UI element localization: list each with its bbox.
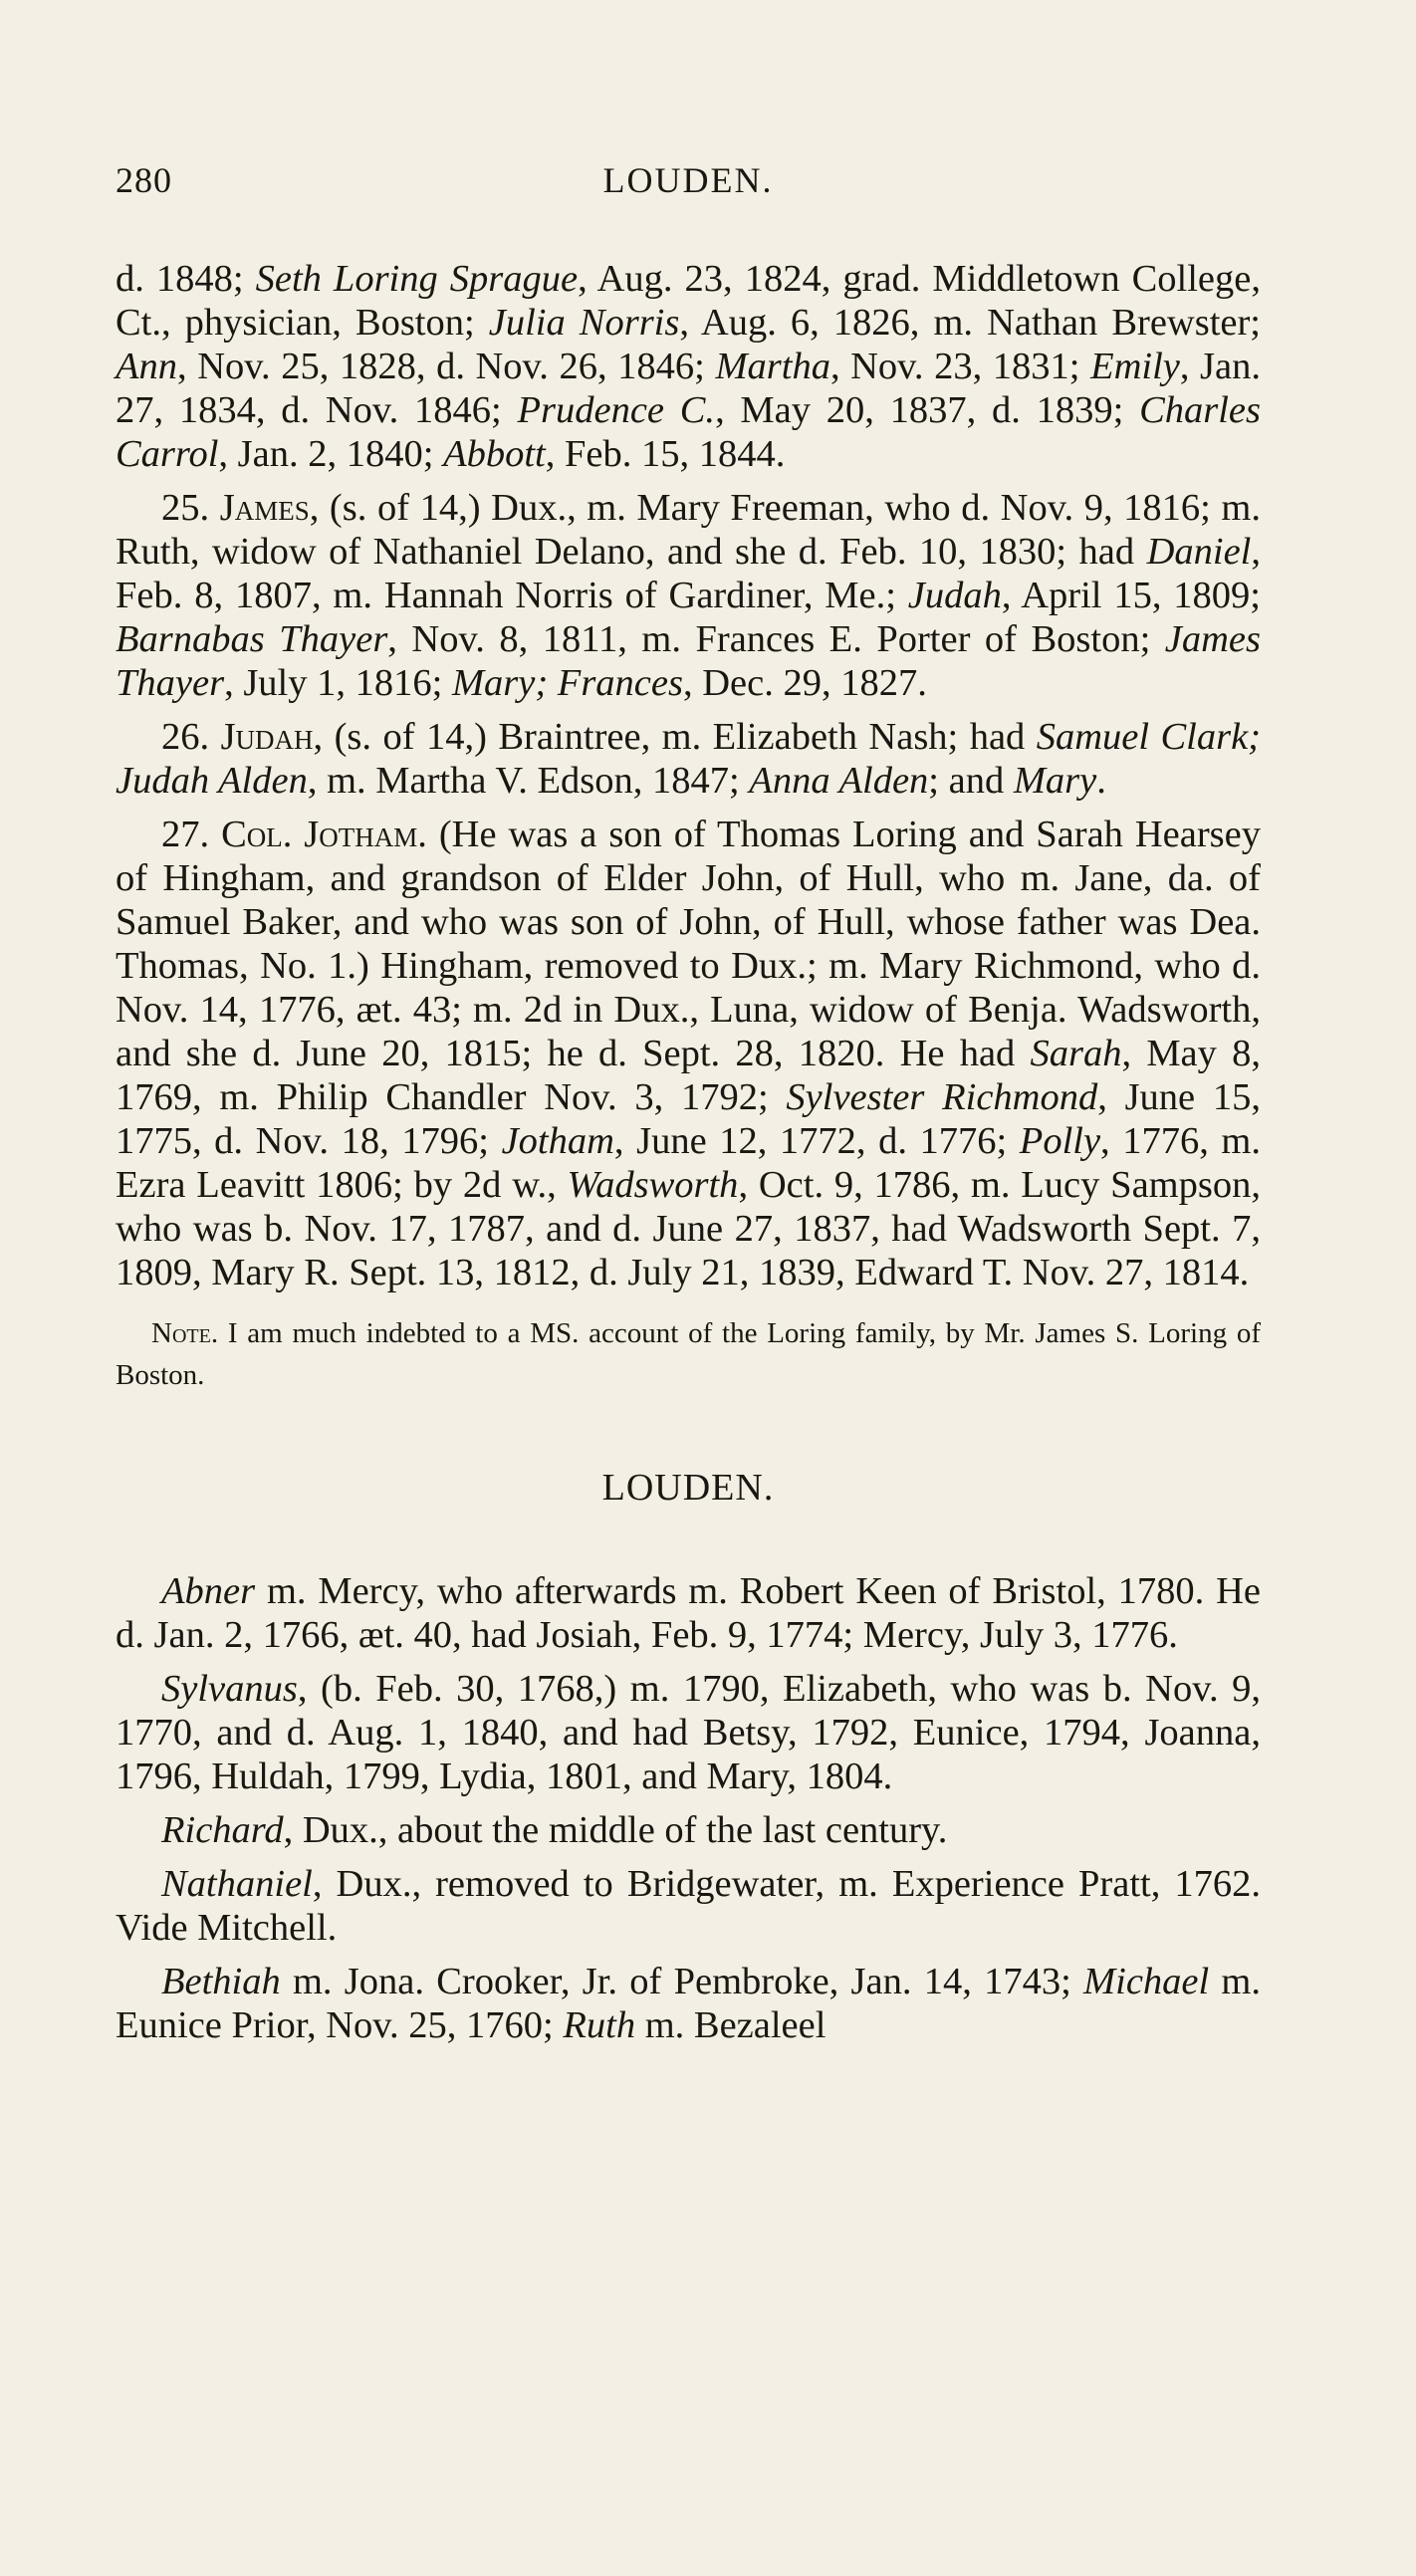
- text-run: , Dec. 29, 1827.: [682, 662, 927, 704]
- text-run: , April 15, 1809;: [1001, 575, 1261, 616]
- italic-name: Judah: [907, 575, 1002, 616]
- italic-name: Sylvester Richmond: [786, 1076, 1098, 1118]
- section-title: LOUDEN.: [601, 1467, 775, 1509]
- text-run: , Nov. 8, 1811, m. Frances E. Porter of Boston;: [387, 618, 1165, 660]
- italic-name: Barnabas Thayer: [116, 618, 388, 660]
- page-body: [116, 257, 1261, 2047]
- text-run: , June 15, 1775, d. Nov. 18, 1796;: [116, 1076, 1261, 1162]
- text-run: , Feb. 8, 1807, m. Hannah Norris of Gardiner, Me.;: [116, 531, 1261, 616]
- italic-name: Jotham: [501, 1120, 614, 1162]
- italic-name: Ann: [116, 346, 178, 387]
- italic-name: Martha: [715, 346, 830, 387]
- italic-name: Samuel Clark; Judah Alden: [116, 716, 1262, 802]
- small-caps-name: James: [219, 487, 310, 529]
- text-run: . (He was a son of Thomas Loring and Sarah Hearsey of Hingham, and grandson of Elder John, of Hull, who m. Jane, da. of Samuel Baker, and who was son of John, of Hull, whose father was Dea. Thomas, No. 1.) Hingham, removed to Dux.; m. Mary Richmond, who d. Nov. 14, 1776, æt. 43; m. 2d in Dux., Luna, widow of Benja. Wadsworth, and she d. June 20, 1815; he d. Sept. 28, 1820. He had: [116, 814, 1261, 1074]
- running-title: LOUDEN.: [602, 160, 774, 200]
- italic-name: Bethiah: [161, 1961, 281, 2002]
- text-run: , (s. of 14,) Braintree, m. Elizabeth Nash; had: [313, 716, 1037, 758]
- text-run: , July 1, 1816;: [224, 662, 452, 704]
- small-caps-name: Judah: [220, 716, 314, 758]
- italic-name: Anna Alden: [749, 760, 929, 802]
- text-run: , Jan. 2, 1840;: [218, 433, 444, 475]
- italic-name: Abbott: [443, 433, 546, 475]
- text-run: m. Mercy, who afterwards m. Robert Keen of Bristol, 1780. He d. Jan. 2, 1766, æt. 40, had Josiah, Feb. 9, 1774; Mercy, July 3, 1776.: [116, 1570, 1261, 1656]
- book-page: [116, 159, 1261, 2057]
- italic-name: Polly: [1019, 1120, 1101, 1162]
- text-run: . I am much indebted to a MS. account of the Loring family, by Mr. James S. Loring of Boston.: [116, 1317, 1261, 1391]
- small-caps-name: Note: [151, 1317, 211, 1349]
- italic-name: Charles Carrol: [116, 389, 1261, 475]
- text-run: , Aug. 6, 1826, m. Nathan Brewster;: [679, 302, 1261, 344]
- paragraph-nathaniel: [116, 1862, 1261, 1950]
- footnote: [116, 1312, 1261, 1396]
- text-run: , (s. of 14,) Dux., m. Mary Freeman, who d. Nov. 9, 1816; m. Ruth, widow of Nathaniel Delano, and she d. Feb. 10, 1830; had: [116, 487, 1262, 573]
- text-run: , Dux., removed to Bridgewater, m. Experience Pratt, 1762. Vide Mitchell.: [116, 1863, 1261, 1949]
- italic-name: Michael: [1083, 1961, 1210, 2002]
- italic-name: Richard: [161, 1809, 284, 1851]
- text-run: , Nov. 25, 1828, d. Nov. 26, 1846;: [177, 346, 716, 387]
- paragraph-entry-27: [116, 813, 1261, 1294]
- italic-name: Daniel: [1146, 531, 1252, 573]
- text-run: , Oct. 9, 1786, m. Lucy Sampson, who was b. Nov. 17, 1787, and d. June 27, 1837, had Wadsworth Sept. 7, 1809, Mary R. Sept. 13, 1812, d. July 21, 1839, Edward T. Nov. 27, 1814.: [116, 1164, 1261, 1293]
- text-run: , May 20, 1837, d. 1839;: [715, 389, 1140, 431]
- paragraph-entry-25: [116, 486, 1261, 705]
- paragraph-abner: [116, 1569, 1261, 1657]
- paragraph-sylvanus: [116, 1667, 1261, 1798]
- text-run: ; and: [928, 760, 1014, 802]
- italic-name: Seth Loring Sprague: [255, 258, 579, 300]
- text-run: , m. Martha V. Edson, 1847;: [307, 760, 750, 802]
- text-run: , Jan. 27, 1834, d. Nov. 1846;: [116, 346, 1262, 431]
- running-head: [116, 159, 1261, 219]
- italic-name: Sylvanus: [161, 1668, 298, 1710]
- text-run: , Nov. 23, 1831;: [829, 346, 1091, 387]
- italic-name: Wadsworth: [567, 1164, 739, 1206]
- italic-name: Mary: [1013, 760, 1097, 802]
- italic-name: Abner: [161, 1570, 256, 1612]
- text-run: , Feb. 15, 1844.: [545, 433, 786, 475]
- text-run: d. 1848;: [116, 258, 256, 300]
- italic-name: Julia Norris: [488, 302, 680, 344]
- text-run: , May 8, 1769, m. Philip Chandler Nov. 3, 1792;: [116, 1033, 1261, 1118]
- paragraph-bethiah: [116, 1960, 1261, 2047]
- text-run: .: [1096, 760, 1106, 802]
- paragraph-richard: [116, 1808, 1261, 1852]
- text-run: , 1776, m. Ezra Leavitt 1806; by 2d w.,: [116, 1120, 1261, 1206]
- text-run: 27.: [161, 814, 222, 855]
- text-run: , June 12, 1772, d. 1776;: [613, 1120, 1020, 1162]
- text-run: m. Jona. Crooker, Jr. of Pembroke, Jan. 14, 1743;: [280, 1961, 1084, 2002]
- text-run: m. Eunice Prior, Nov. 25, 1760;: [116, 1961, 1261, 2046]
- text-run: 26.: [161, 716, 221, 758]
- page-number: 280: [116, 160, 172, 200]
- italic-name: Sarah: [1030, 1033, 1122, 1074]
- italic-name: Mary; Frances: [451, 662, 683, 704]
- italic-name: Nathaniel: [161, 1863, 313, 1905]
- italic-name: Ruth: [563, 2004, 636, 2046]
- small-caps-name: Col. Jotham: [221, 814, 418, 855]
- italic-name: James Thayer: [116, 618, 1261, 704]
- paragraph-entry-26: [116, 715, 1261, 803]
- text-run: 25.: [161, 487, 220, 529]
- italic-name: Prudence C.: [517, 389, 716, 431]
- text-run: , Aug. 23, 1824, grad. Middletown College, Ct., physician, Boston;: [116, 258, 1261, 344]
- text-run: m. Bezaleel: [635, 2004, 826, 2046]
- text-run: , Dux., about the middle of the last century.: [283, 1809, 948, 1851]
- italic-name: Emily: [1090, 346, 1180, 387]
- text-run: , (b. Feb. 30, 1768,) m. 1790, Elizabeth, who was b. Nov. 9, 1770, and d. Aug. 1, 1840, and had Betsy, 1792, Eunice, 1794, Joanna, 1796, Huldah, 1799, Lydia, 1801, and Mary, 1804.: [116, 1668, 1261, 1797]
- paragraph-continued: [116, 257, 1261, 476]
